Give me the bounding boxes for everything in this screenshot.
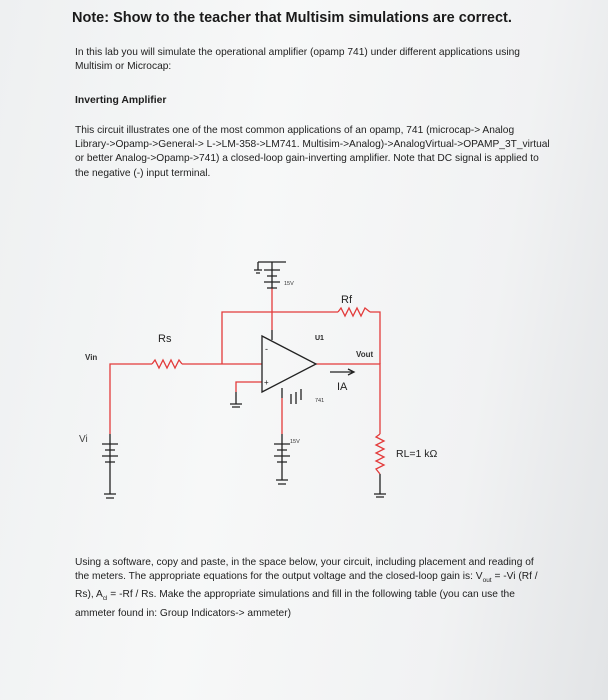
opamp-model-label: 741 — [315, 398, 325, 404]
rf-resistor — [338, 308, 370, 316]
top-supply-ground — [254, 262, 262, 273]
instructions-line-2 — [75, 570, 605, 588]
instructions-line-3-b: = -Rf / Rs. Make the appropriate simulations and fill in the following table (you can use the — [107, 589, 515, 601]
instructions-line-3-a: Rs), A — [75, 589, 103, 601]
noninverting-ground — [230, 392, 242, 407]
description-line-1: This circuit illustrates one of the most common applications of an opamp, 741 (microcap-> Analog — [75, 125, 515, 136]
description-line-3: or better Analog->Opamp->741) a closed-loop gain-inverting amplifier. Note that DC signal is applied to — [75, 153, 539, 165]
vout-label: Vout — [356, 350, 374, 359]
top-supply-source — [258, 262, 286, 288]
rl-label: RL=1 kΩ — [396, 448, 438, 460]
acl-subscript: cl — [102, 595, 108, 603]
description-line-4: the negative (-) input terminal. — [75, 167, 211, 179]
bottom-supply-source — [274, 434, 290, 484]
intro-line-1: In this lab you will simulate the operational amplifier (opamp 741) under different applications using — [75, 47, 520, 58]
opamp-symbol — [262, 336, 316, 392]
ammeter-label: IA — [337, 381, 348, 393]
circuit-labels — [79, 281, 438, 460]
u1-label: U1 — [315, 335, 324, 342]
instructions-line-2-a: the meters. The appropriate equations for the output voltage and the closed-loop gain is: V — [75, 571, 483, 583]
vi-label: Vi — [79, 434, 88, 445]
section-heading: Inverting Amplifier — [75, 95, 167, 106]
rl-ground — [374, 474, 386, 497]
vout-subscript: out — [482, 577, 492, 585]
rf-label: Rf — [341, 294, 352, 306]
intro-line-2: Multisim or Microcap: — [75, 61, 172, 73]
instructions-line-1: Using a software, copy and paste, in the space below, your circuit, including placement and reading of — [75, 557, 534, 568]
top-supply-label: 15V — [284, 281, 294, 287]
rs-label: Rs — [158, 333, 172, 345]
vin-wire — [110, 364, 152, 434]
vi-source — [102, 434, 118, 498]
instructions-line-2-b: = -Vi (Rf / — [491, 571, 538, 583]
bottom-supply-label: 15V — [290, 439, 300, 445]
note-heading: Note: Show to the teacher that Multisim simulations are correct. — [72, 10, 512, 26]
noninverting-input-sign: + — [264, 378, 269, 387]
inverting-input-sign: - — [265, 344, 268, 354]
rs-resistor — [152, 360, 182, 368]
ammeter-arrow — [330, 369, 354, 375]
instructions-line-3 — [75, 588, 605, 606]
instructions-line-4: ammeter found in: Group Indicators-> ammeter) — [75, 607, 292, 619]
instructions-paragraph — [75, 556, 605, 621]
rl-resistor — [376, 434, 384, 474]
vin-label: Vin — [85, 353, 98, 362]
description-line-2: Library->Opamp->General-> L->LM-358->LM741. Multisim->Analog)->AnalogVirtual->OPAMP_3T_virtual — [75, 139, 550, 151]
opamp-pins — [272, 330, 301, 404]
noninverting-wire — [236, 382, 262, 392]
